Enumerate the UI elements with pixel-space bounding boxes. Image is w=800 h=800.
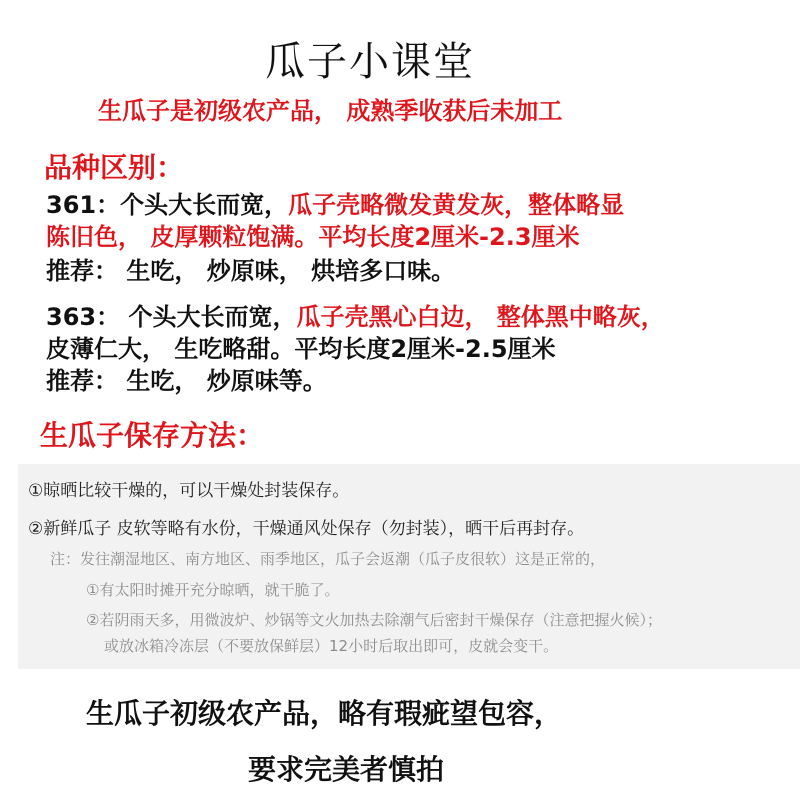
subtitle: 生瓜子是初级农产品， 成熟季收获后未加工 [98, 97, 563, 125]
footer-disclaimer: 生瓜子初级农产品，略有瑕疵望包容， [86, 697, 563, 730]
variety-361-line1 [46, 185, 624, 220]
variety-361-recommend: 推荐： 生吃， 炒原味， 烘培多口味。 [46, 257, 456, 285]
variety-363-recommend: 推荐： 生吃， 炒原味等。 [46, 367, 327, 395]
footer-warning: 要求完美者慎拍 [248, 753, 445, 786]
variety-363-line2: 皮薄仁大， 生吃略甜。平均长度2厘米-2.5厘米 [46, 335, 556, 363]
storage-note-intro: 注：发往潮湿地区、南方地区、雨季地区，瓜子会返潮（瓜子皮很软）这是正常的， [50, 550, 606, 568]
variety-363-shell: 瓜子壳黑心白边， 整体黑中略灰， [296, 303, 665, 331]
storage-heading: 生瓜子保存方法： [40, 419, 265, 452]
variety-heading: 品种区别： [44, 151, 185, 184]
storage-tip-2: ②新鲜瓜子 皮软等略有水份，干燥通风处保存（勿封装），晒干后再封存。 [28, 519, 585, 539]
variety-361-shell: 瓜子壳略微发黄发灰，整体略显 [288, 191, 625, 219]
storage-note-1: ①有太阳时摊开充分晾晒，就干脆了。 [86, 581, 340, 599]
storage-note-2a: ②若阴雨天多，用微波炉、炒锅等文火加热去除潮气后密封干燥保存（注意把握火候）； [86, 611, 662, 629]
variety-361-size: 361：个头大长而宽， [46, 191, 289, 219]
storage-tip-1: ①晾晒比较干燥的，可以干燥处封装保存。 [28, 481, 350, 501]
storage-note-2b: 或放冰箱冷冻层（不要放保鲜层）12小时后取出即可，皮就会变干。 [104, 637, 559, 655]
storage-panel [18, 464, 800, 669]
variety-363-size: 363： 个头大长而宽， [46, 303, 297, 331]
variety-361-line2 [46, 217, 580, 252]
variety-363-line1 [46, 297, 665, 332]
page-title: 瓜子小课堂 [265, 39, 475, 85]
variety-361-length: 平均长度2厘米-2.3厘米 [318, 223, 580, 251]
variety-361-skin: 陈旧色， 皮厚颗粒饱满。 [46, 223, 319, 251]
